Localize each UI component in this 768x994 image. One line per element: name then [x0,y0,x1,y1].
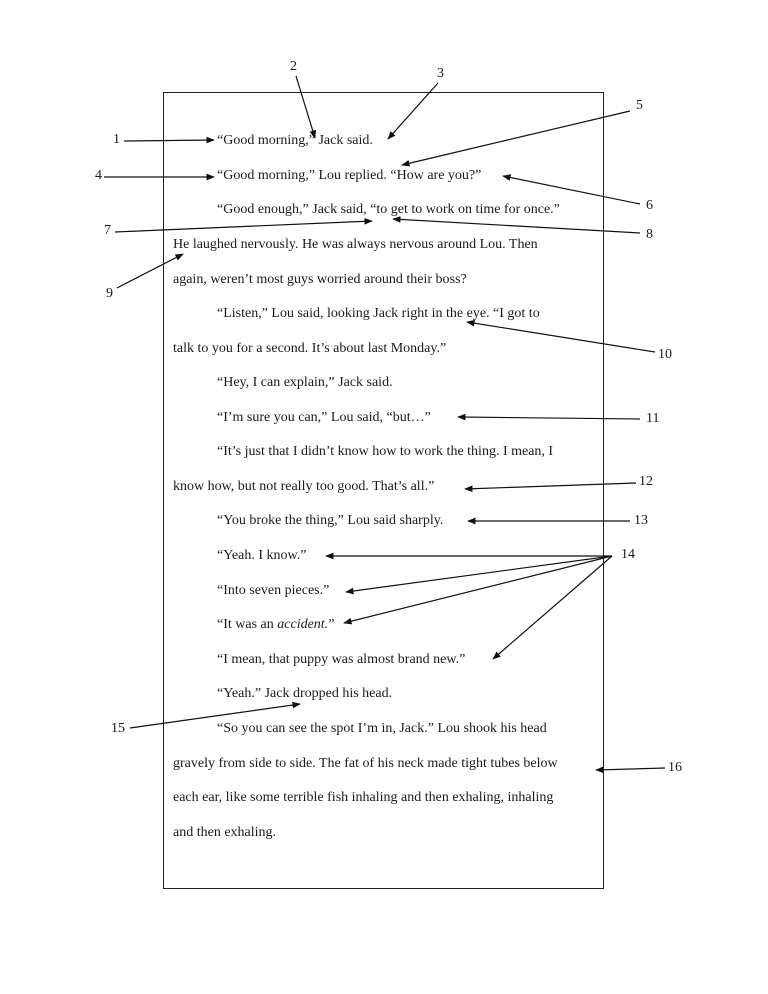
text-line-17: “Yeah.” Jack dropped his head. [217,686,393,701]
arrow-7 [115,221,372,232]
text-line-6: “Listen,” Lou said, looking Jack right in the eye. “I got to [217,306,540,321]
text-line-15-start: “It was an [217,617,278,632]
arrow-3 [388,83,438,139]
text-line-5: again, weren’t most guys worried around their boss? [173,272,467,287]
marker-14: 14 [621,547,635,562]
marker-8: 8 [646,227,653,242]
text-line-16: “I mean, that puppy was almost brand new.” [217,652,466,667]
text-line-10: “It’s just that I didn’t know how to work the thing. I mean, I [217,444,554,459]
text-line-1: “Good morning,” Jack said. [217,133,373,148]
text-line-13: “Yeah. I know.” [217,548,307,563]
marker-15: 15 [111,721,125,736]
arrow-5 [402,111,630,165]
arrow-15 [130,704,300,728]
arrow-1 [124,140,214,141]
marker-10: 10 [658,347,672,362]
text-line-19: gravely from side to side. The fat of his neck made tight tubes below [173,756,558,771]
text-line-7: talk to you for a second. It’s about last Monday.” [173,341,447,356]
marker-16: 16 [668,760,682,775]
marker-12: 12 [639,474,653,489]
text-line-11: know how, but not really too good. That’s all.” [173,479,435,494]
marker-13: 13 [634,513,648,528]
arrow-12 [465,483,636,489]
arrow-8 [393,219,640,233]
arrow-14c [344,556,612,623]
marker-5: 5 [636,98,643,113]
marker-3: 3 [437,66,444,81]
arrow-14b [346,556,612,592]
marker-6: 6 [646,198,653,213]
marker-9: 9 [106,286,113,301]
text-line-18: “So you can see the spot I’m in, Jack.” Lou shook his head [217,721,547,736]
text-line-12: “You broke the thing,” Lou said sharply. [217,513,444,528]
text-line-15-end: ” [328,617,335,632]
italic-word-accident: accident. [277,617,329,632]
text-line-4: He laughed nervously. He was always nervous around Lou. Then [173,237,538,252]
text-line-8: “Hey, I can explain,” Jack said. [217,375,393,390]
arrow-11 [458,417,640,419]
text-line-9: “I’m sure you can,” Lou said, “but…” [217,410,431,425]
marker-2: 2 [290,59,297,74]
arrow-9 [117,254,183,288]
text-line-14: “Into seven pieces.” [217,583,330,598]
text-line-3: “Good enough,” Jack said, “to get to work on time for once.” [217,202,560,217]
marker-7: 7 [104,223,111,238]
text-line-2: “Good morning,” Lou replied. “How are you?” [217,168,482,183]
arrow-16 [596,768,665,770]
text-line-20: each ear, like some terrible fish inhaling and then exhaling, inhaling [173,790,554,805]
marker-4: 4 [95,168,102,183]
arrow-6 [503,176,640,204]
arrow-10 [467,322,655,352]
arrow-2 [296,76,315,138]
text-line-21: and then exhaling. [173,825,277,840]
marker-11: 11 [646,411,660,426]
marker-1: 1 [113,132,120,147]
